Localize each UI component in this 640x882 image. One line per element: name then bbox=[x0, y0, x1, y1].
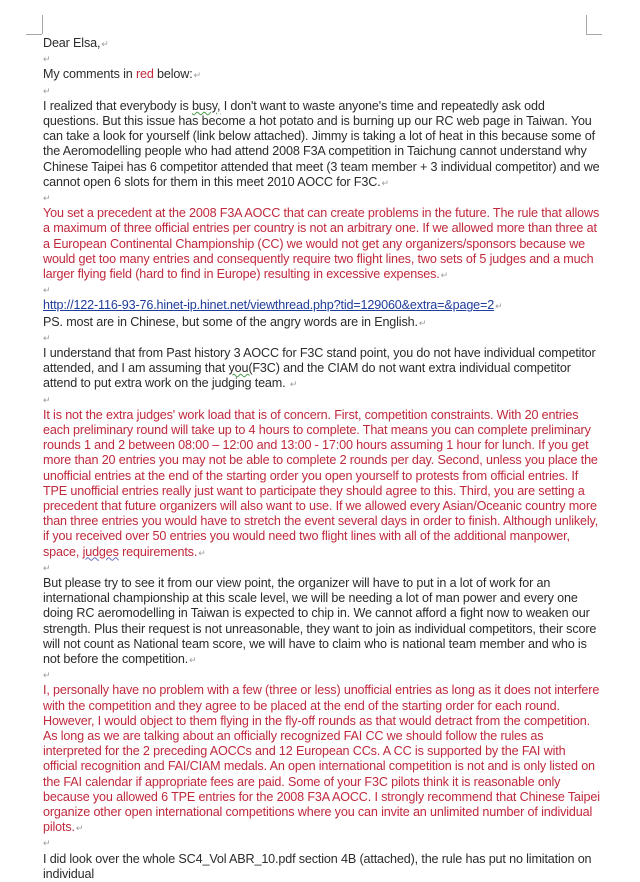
paragraph-3-text: But please try to see it from our view point, the organizer will have to put in a lot of work for an international championship at this scale level, we will be needing a lot of man power and every one doing RC aeromodelling in Taiwan is expected to chip in. We cannot afford a fight now to weaken our strength. Plus their request is not unreasonable, they want to join as individual competitors, their score will not count as National team score, we will have to claim who is national team member and who is not before the competition. bbox=[43, 576, 597, 667]
paragraph-mark: ↵ bbox=[381, 177, 389, 188]
paragraph-2-part1: I understand that from Past history 3 AOCC for F3C stand point, you do not have individual competitor attended, and I am assuming that bbox=[43, 345, 596, 376]
paragraph-mark: ↵ bbox=[418, 317, 427, 328]
margin-corner-mark-top-right bbox=[586, 34, 602, 35]
red-comment-2 bbox=[43, 408, 603, 561]
empty-paragraph: ↵ bbox=[43, 85, 51, 96]
paragraph-mark: ↵ bbox=[495, 301, 503, 312]
red-comment-1-text: You set a precedent at the 2008 F3A AOCC that can create problems in the future. The rule that allows a maximum of three official entries per country is not an arbitrary one. If we allowed more than three at a European Continental Championship (CC) we would not get any organizers/sponsors because we would get too many entries and consequently require two flight lines, two sets of 5 judges and a much larger flying field (hard to find in Europe) resulting in excessive expenses. bbox=[43, 206, 600, 281]
grammar-flag-you[interactable]: you( bbox=[228, 361, 253, 376]
empty-paragraph: ↵ bbox=[43, 838, 51, 849]
comments-intro-red-word: red bbox=[135, 67, 154, 82]
paragraph-1 bbox=[43, 99, 603, 191]
red-comment-2-part1: It is not the extra judges' work load that is of concern. First, competition constraints. With 20 entries each preliminary round will take up to 4 hours to complete. That means you can complete preliminary rounds 1 and 2 between 08:00 – 12:00 and 13:00 - 17:00 hours assuming 1 hour for lunch. If you get more than 20 entries you may not be able to complete 2 rounds per day. Second, unless you place the unofficial entries at the end of the starting order you open yourself to protests from official entries. If TPE unofficial entries really just want to participate they should agree to this. Third, you are setting a precedent that future organizers will also want to use. If we allowed every Asian/Oceanic country more than three entries you would have to stretch the event several days in order to finish. Although unlikely, if you received over 50 entries you would need two flight lines with all of the additional manpower, space, bbox=[43, 407, 599, 559]
empty-paragraph: ↵ bbox=[43, 54, 51, 65]
link-paragraph bbox=[43, 298, 603, 314]
empty-paragraph: ↵ bbox=[43, 193, 51, 203]
comments-intro-before: My comments in bbox=[43, 67, 136, 82]
empty-paragraph: ↵ bbox=[43, 562, 51, 573]
paragraph-4 bbox=[43, 852, 603, 882]
paragraph-2-part2: F3C) and the CIAM do not want extra individual competitor attend to put extra work on the judging team. bbox=[43, 361, 571, 391]
paragraph-mark: ↵ bbox=[75, 823, 84, 834]
margin-corner-mark-top-left bbox=[42, 15, 43, 34]
red-comment-3 bbox=[43, 683, 603, 836]
ps-text: PS. most are in Chinese, but some of the angry words are in English. bbox=[43, 314, 418, 329]
paragraph-mark: ↵ bbox=[440, 270, 448, 280]
paragraph-1-part1: I realized that everybody is bbox=[43, 98, 192, 113]
grammar-flag-judges[interactable]: judges bbox=[82, 544, 119, 559]
empty-paragraph: ↵ bbox=[43, 285, 51, 296]
paragraph-1-part2: I don't want to waste anyone's time and repeatedly ask odd questions. But this issue has become a hot potato and is burning up our RC web page in Taiwan. You can take a look for yourself (link below attached). Jimmy is taking a lot of heat in this because some of the Aeromodelling people who had attend 2008 F3A competition in Taichung cannot understand why Chinese Taipei has 6 competitor attended that meet (3 team member + 3 individual competitor) and we cannot open 6 slots for them in this meet 2010 AOCC for F3C. bbox=[43, 98, 600, 189]
empty-paragraph: ↵ bbox=[43, 670, 51, 681]
paragraph-mark: ↵ bbox=[289, 379, 298, 390]
greeting-text: Dear Elsa, bbox=[43, 36, 101, 50]
empty-paragraph: ↵ bbox=[43, 394, 51, 405]
document-body[interactable] bbox=[43, 36, 603, 882]
red-comment-2-part2: requirements. bbox=[118, 544, 198, 559]
spelling-flag-busy[interactable]: busy, bbox=[191, 98, 221, 113]
paragraph-mark: ↵ bbox=[101, 39, 109, 49]
paragraph-2 bbox=[43, 346, 603, 393]
comments-intro-after: below: bbox=[153, 67, 193, 82]
greeting bbox=[43, 36, 603, 52]
ps-paragraph bbox=[43, 315, 603, 331]
paragraph-3 bbox=[43, 576, 603, 668]
paragraph-mark: ↵ bbox=[198, 547, 206, 558]
paragraph-mark: ↵ bbox=[189, 655, 197, 666]
margin-corner-mark-top-left bbox=[26, 34, 42, 35]
red-comment-3-text: I, personally have no problem with a few (three or less) unofficial entries as long as it does not interfere with the competition and they agree to be placed at the end of the starting order for each round. However, I would object to them flying in the fly-off rounds as that would detract from the competition. As long as we are talking about an officially recognized FAI CC we should follow the rules as interpreted for the 2 preceding AOCCs and 12 European CCs. A CC is supported by the FAI with official recognition and FAI/CIAM medals. An open international competition is not and is only listed on the FAI calendar if appropriate fees are paid. Some of your F3C pilots think it is reasonable only because you allowed 6 TPE entries for the 2008 F3A AOCC. I strongly recommend that Chinese Taipei organize other open international competitions where you can invite an unlimited number of individual pilots. bbox=[43, 683, 600, 835]
red-comment-1 bbox=[43, 206, 603, 283]
margin-corner-mark-top-right bbox=[586, 15, 587, 34]
comments-intro bbox=[43, 67, 603, 83]
empty-paragraph: ↵ bbox=[43, 332, 51, 343]
paragraph-mark: ↵ bbox=[193, 70, 201, 81]
paragraph-4-text: I did look over the whole SC4_Vol ABR_10.pdf section 4B (attached), the rule has put no limitation on individual bbox=[43, 851, 592, 881]
forum-thread-link[interactable]: http://122-116-93-76.hinet-ip.hinet.net/viewthread.php?tid=129060&extra=&page=2 bbox=[43, 298, 495, 313]
